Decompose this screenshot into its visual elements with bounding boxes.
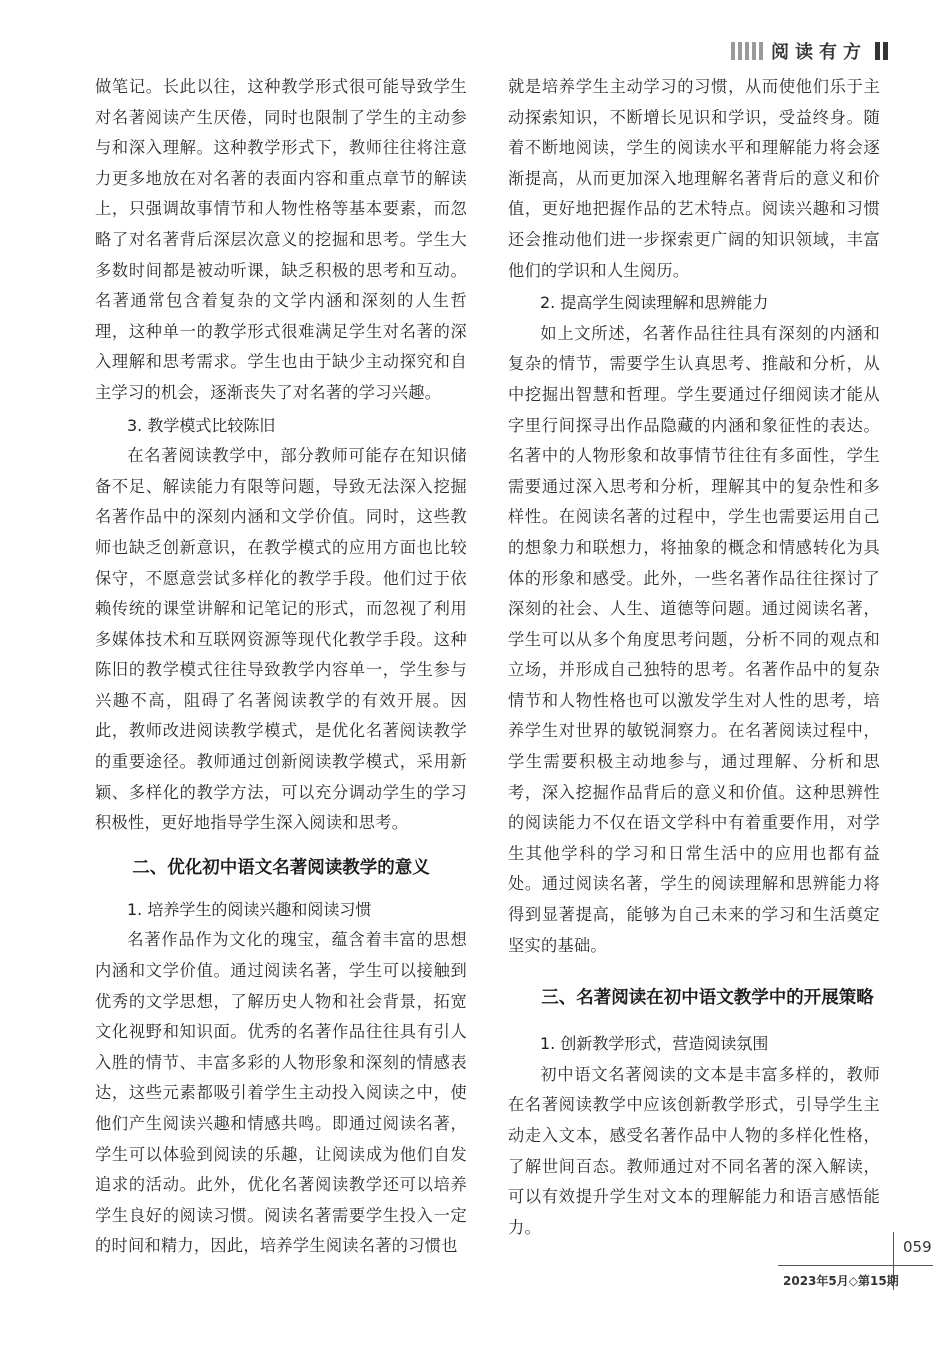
right-column: [508, 72, 880, 1243]
paragraph: 名著作品作为文化的瑰宝，蕴含着丰富的思想内涵和文学价值。通过阅读名著，学生可以接触到优秀的文学思想，了解历史人物和社会背景，拓宽文化视野和知识面。优秀的名著作品往往具有引人入胜的情节、丰富多彩的人物形象和深刻的情感表达，这些元素都吸引着学生主动投入阅读之中，使他们产生阅读兴趣和情感共鸣。即通过阅读名著，学生可以体验到阅读的乐趣，让阅读成为他们自发追求的活动。此外，优化名著阅读教学还可以培养学生良好的阅读习惯。阅读名著需要学生投入一定的时间和精力，因此，培养学生阅读名著的习惯也: [95, 930, 467, 1256]
paragraph: 如上文所述，名著作品往往具有深刻的内涵和复杂的情节，需要学生认真思考、推敲和分析，从中挖掘出智慧和哲理。学生要通过仔细阅读才能从字里行间探寻出作品隐藏的内涵和象征性的表达。名著中的人物形象和故事情节往往有多面性，学生需要通过深入思考和分析，理解其中的复杂性和多样性。在阅读名著的过程中，学生也需要运用自己的想象力和联想力，将抽象的概念和情感转化为具体的形象和感受。此外，一些名著作品往往探讨了深刻的社会、人生、道德等问题。通过阅读名著，学生可以从多个角度思考问题，分析不同的观点和立场，并形成自己独特的思考。名著作品中的复杂情节和人物性格也可以激发学生对人性的思考，培养学生对世界的敏锐洞察力。在名著阅读过程中，学生需要积极主动地参与，通过理解、分析和思考，深入挖掘作品背后的意义和价值。这种思辨性的阅读能力不仅在语文学科中有着重要作用，对学生其他学科的学习和日常生活中的应用也都有益处。通过阅读名著，学生的阅读理解和思辨能力将得到显著提高，能够为自己未来的学习和生活奠定坚实的基础。: [508, 323, 880, 955]
paragraph: 初中语文名著阅读的文本是丰富多样的，教师在名著阅读教学中应该创新教学形式，引导学生主动走入文本，感受名著作品中人物的多样化性格，了解世间百态。教师通过对不同名著的深入解读，可以有效提升学生对文本的理解能力和语言感悟能力。: [508, 1064, 880, 1237]
subheading: 3. 教学模式比较陈旧: [127, 415, 276, 435]
section-heading: 三、名著阅读在初中语文教学中的开展策略: [541, 988, 874, 1009]
page-header: [731, 38, 888, 64]
footer-divider-horizontal: [778, 1265, 933, 1266]
section-title: 阅读有方: [771, 42, 867, 63]
left-column: [95, 72, 467, 1262]
header-decoration-bars-right: [875, 42, 888, 60]
paragraph: 做笔记。长此以往，这种教学形式很可能导致学生对名著阅读产生厌倦，同时也限制了学生的主动参与和深入理解。这种教学形式下，教师往往将注意力更多地放在对名著的表面内容和重点章节的解读上，只强调故事情节和人物性格等基本要素，而忽略了对名著背后深层次意义的挖掘和思考。学生大多数时间都是被动听课，缺乏积极的思考和互动。名著通常包含着复杂的文学内涵和深刻的人生哲理，这种单一的教学形式很难满足学生对名著的深入理解和思考需求。学生也由于缺少主动探究和自主学习的机会，逐渐丧失了对名著的学习兴趣。: [95, 77, 467, 402]
subheading: 1. 培养学生的阅读兴趣和阅读习惯: [127, 899, 372, 919]
section-heading: 二、优化初中语文名著阅读教学的意义: [132, 857, 430, 878]
subheading: 2. 提高学生阅读理解和思辨能力: [540, 293, 769, 313]
header-decoration-bars: [731, 42, 763, 60]
issue-label: 2023年5月◇第15期: [783, 1274, 899, 1288]
page-number: 059: [903, 1238, 932, 1256]
paragraph: 在名著阅读教学中，部分教师可能存在知识储备不足、解读能力有限等问题，导致无法深入挖掘名著作品中的深刻内涵和文学价值。同时，这些教师也缺乏创新意识，在教学模式的应用方面也比较保守，不愿意尝试多样化的教学手段。他们过于依赖传统的课堂讲解和记笔记的形式，而忽视了利用多媒体技术和互联网资源等现代化教学手段。这种陈旧的教学模式往往导致教学内容单一，学生参与兴趣不高，阻碍了名著阅读教学的有效开展。因此，教师改进阅读教学模式，是优化名著阅读教学的重要途径。教师通过创新阅读教学模式，采用新颖、多样化的教学方法，可以充分调动学生的学习积极性，更好地指导学生深入阅读和思考。: [95, 446, 467, 833]
paragraph: 就是培养学生主动学习的习惯，从而使他们乐于主动探索知识，不断增长见识和学识，受益终身。随着不断地阅读，学生的阅读水平和理解能力将会逐渐提高，从而更加深入地理解名著背后的意义和价值，更好地把握作品的艺术特点。阅读兴趣和习惯还会推动他们进一步探索更广阔的知识领域，丰富他们的学识和人生阅历。: [508, 77, 880, 280]
subheading: 1. 创新教学形式，营造阅读氛围: [540, 1034, 769, 1054]
